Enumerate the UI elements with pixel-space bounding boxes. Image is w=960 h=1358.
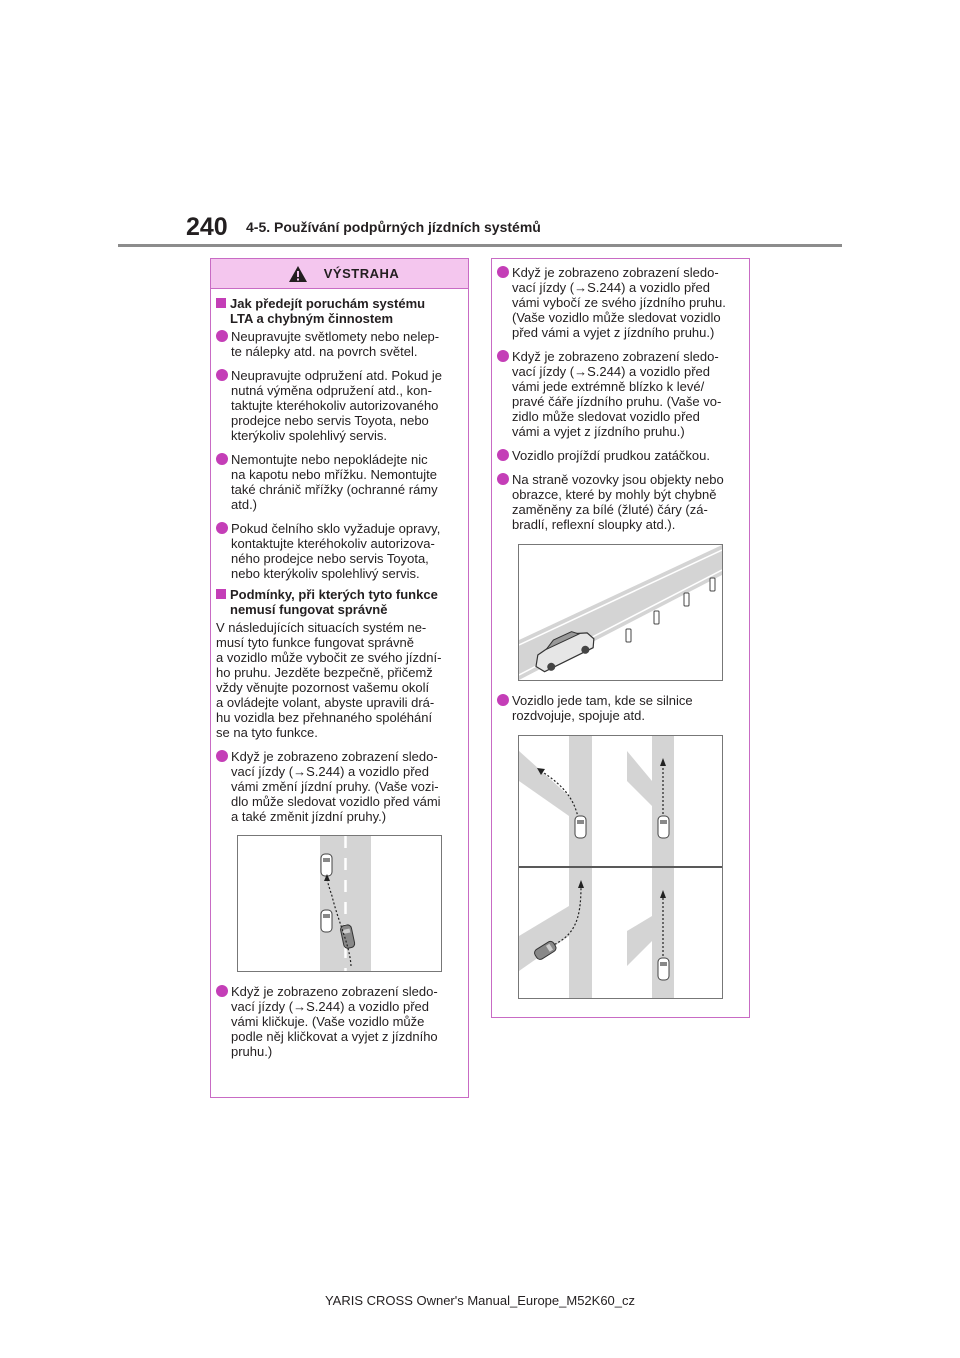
footer-text: YARIS CROSS Owner's Manual_Europe_M52K60_cz <box>324 1293 636 1308</box>
warning-triangle-icon <box>288 265 308 283</box>
round-bullet-icon <box>216 522 228 534</box>
round-bullet-icon <box>216 453 228 465</box>
list-item: Když je zobrazeno zobrazení sledo- vací jízdy (→S.244) a vozidlo před vámi jede extrémně blízko k levé/ pravé čáře jízdního pruhu. (Vaše vo- zidlo může sledovat vozidlo před vámi a vyjet z jízdního pruhu.) <box>497 349 744 439</box>
list-item: Vozidlo projíždí prudkou zatáčkou. <box>497 448 744 463</box>
round-bullet-icon <box>497 350 509 362</box>
round-bullet-icon <box>216 985 228 997</box>
heading-prevent-malfunction: Jak předejít poruchám systému LTA a chybným činnostem <box>216 296 463 326</box>
header-divider <box>118 244 842 247</box>
list-item: Nemontujte nebo nepokládejte nic na kapotu nebo mřížku. Nemontujte také chránič mřížky (ochranné rámy atd.) <box>216 452 463 512</box>
list-item: Na straně vozovky jsou objekty nebo obrazce, které by mohly být chybně zaměněny za bílé (žluté) čáry (zá- bradlí, reflexní sloupky atd.). <box>497 472 744 532</box>
warning-box-left <box>210 258 469 1098</box>
figure-lane-change <box>237 835 442 972</box>
round-bullet-icon <box>497 449 509 461</box>
car-icon <box>658 958 669 980</box>
warning-header <box>211 259 468 289</box>
list-item: Neupravujte odpružení atd. Pokud je nutná výměna odpružení atd., kon- taktujte kteréhokoliv autorizovaného prodejce nebo servis Toyota, nebo kterýkoliv spolehlivý servis. <box>216 368 463 443</box>
heading-conditions: Podmínky, při kterých tyto funkce nemusí fungovat správně <box>216 587 463 617</box>
car-icon <box>575 816 586 838</box>
conditions-paragraph: V následujících situacích systém ne- musí tyto funkce fungovat správně a vozidlo může vybočit ze svého jízdní- ho pruhu. Jezděte bezpečně, přičemž vždy věnujte pozornost vašemu okolí a ovládejte volant, abyste upravili drá- hu vozidla bez přehnaného spoléhání se na tyto funkce. <box>216 620 442 740</box>
round-bullet-icon <box>216 750 228 762</box>
section-title: 4-5. Používání podpůrných jízdních systémů <box>246 219 541 235</box>
list-item: Neupravujte světlomety nebo nelep- te nálepky atd. na povrch světel. <box>216 329 463 359</box>
list-item: Vozidlo jede tam, kde se silnice rozdvojuje, spojuje atd. <box>497 693 744 723</box>
warning-content-right <box>492 259 749 999</box>
warning-title: VÝSTRAHA <box>323 266 400 281</box>
round-bullet-icon <box>497 266 509 278</box>
round-bullet-icon <box>216 330 228 342</box>
car-middle-icon <box>321 910 332 932</box>
list-item: Když je zobrazeno zobrazení sledo- vací jízdy (→S.244) a vozidlo před vámi změní jízdní pruhy. (Vaše vozi- dlo může sledovat vozidlo před vámi a také změnit jízdní pruhy.) <box>216 749 463 824</box>
round-bullet-icon <box>497 694 509 706</box>
page-number: 240 <box>186 213 228 241</box>
list-item: Když je zobrazeno zobrazení sledo- vací jízdy (→S.244) a vozidlo před vámi vybočí ze svého jízdního pruhu. (Vaše vozidlo může sledovat vozidlo před vámi a vyjet z jízdního pruhu.) <box>497 265 744 340</box>
round-bullet-icon <box>216 369 228 381</box>
warning-box-right <box>491 258 750 1018</box>
round-bullet-icon <box>497 473 509 485</box>
square-bullet-icon <box>216 298 226 308</box>
warning-content-left <box>211 289 468 1059</box>
list-item: Pokud čelního sklo vyžaduje opravy, kontaktujte kteréhokoliv autorizova- ného prodejce nebo servis Toyota, nebo kterýkoliv spolehlivý servis. <box>216 521 463 581</box>
car-icon <box>658 816 669 838</box>
car-lead-icon <box>321 854 332 876</box>
figure-road-fork-merge <box>518 735 723 999</box>
square-bullet-icon <box>216 589 226 599</box>
figure-roadside-objects <box>518 544 723 681</box>
list-item: Když je zobrazeno zobrazení sledo- vací jízdy (→S.244) a vozidlo před vámi kličkuje. (Vaše vozidlo může podle něj kličkovat a vyjet z jízdního pruhu.) <box>216 984 463 1059</box>
